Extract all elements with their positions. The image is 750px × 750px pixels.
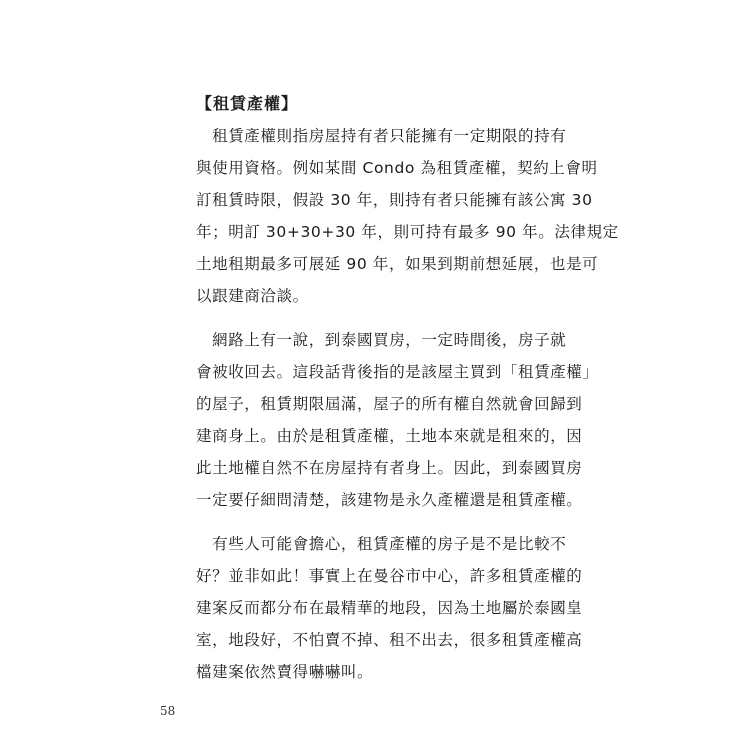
paragraph-2-line-6: 一定要仔細問清楚，該建物是永久產權還是租賃產權。 <box>196 491 583 509</box>
paragraph-2-line-3: 的屋子，租賃期限屆滿，屋子的所有權自然就會回歸到 <box>196 395 583 413</box>
paragraph-3-line-3: 建案反而都分布在最精華的地段，因為土地屬於泰國皇 <box>196 599 583 617</box>
paragraph-1-line-4: 年；明訂 30+30+30 年，則可持有最多 90 年。法律規定 <box>196 223 619 241</box>
paragraph-1-line-2: 與使用資格。例如某間 Condo 為租賃產權，契約上會明 <box>196 159 598 177</box>
section-heading: 【租賃產權】 <box>196 94 299 113</box>
paragraph-2-line-4: 建商身上。由於是租賃產權，土地本來就是租來的，因 <box>196 427 583 445</box>
paragraph-1-line-6: 以跟建商洽談。 <box>196 287 309 305</box>
paragraph-1-line-1: 租賃產權則指房屋持有者只能擁有一定期限的持有 <box>196 127 567 145</box>
paragraph-2-line-1: 網路上有一說，到泰國買房，一定時間後，房子就 <box>196 331 567 349</box>
paragraph-3-line-2: 好？並非如此！事實上在曼谷市中心，許多租賃產權的 <box>196 567 583 585</box>
paragraph-1-line-5: 土地租期最多可展延 90 年，如果到期前想延展，也是可 <box>196 255 599 273</box>
paragraph-2-line-5: 此土地權自然不在房屋持有者身上。因此，到泰國買房 <box>196 459 583 477</box>
paragraph-3-line-5: 檔建案依然賣得嚇嚇叫。 <box>196 663 374 681</box>
page-number: 58 <box>160 704 176 718</box>
paragraph-3-line-1: 有些人可能會擔心，租賃產權的房子是不是比較不 <box>196 535 567 553</box>
paragraph-3-line-4: 室，地段好，不怕賣不掉、租不出去，很多租賃產權高 <box>196 631 583 649</box>
paragraph-2-line-2: 會被收回去。這段話背後指的是該屋主買到「租賃產權」 <box>196 363 599 381</box>
paragraph-1-line-3: 訂租賃時限，假設 30 年，則持有者只能擁有該公寓 30 <box>196 191 593 209</box>
